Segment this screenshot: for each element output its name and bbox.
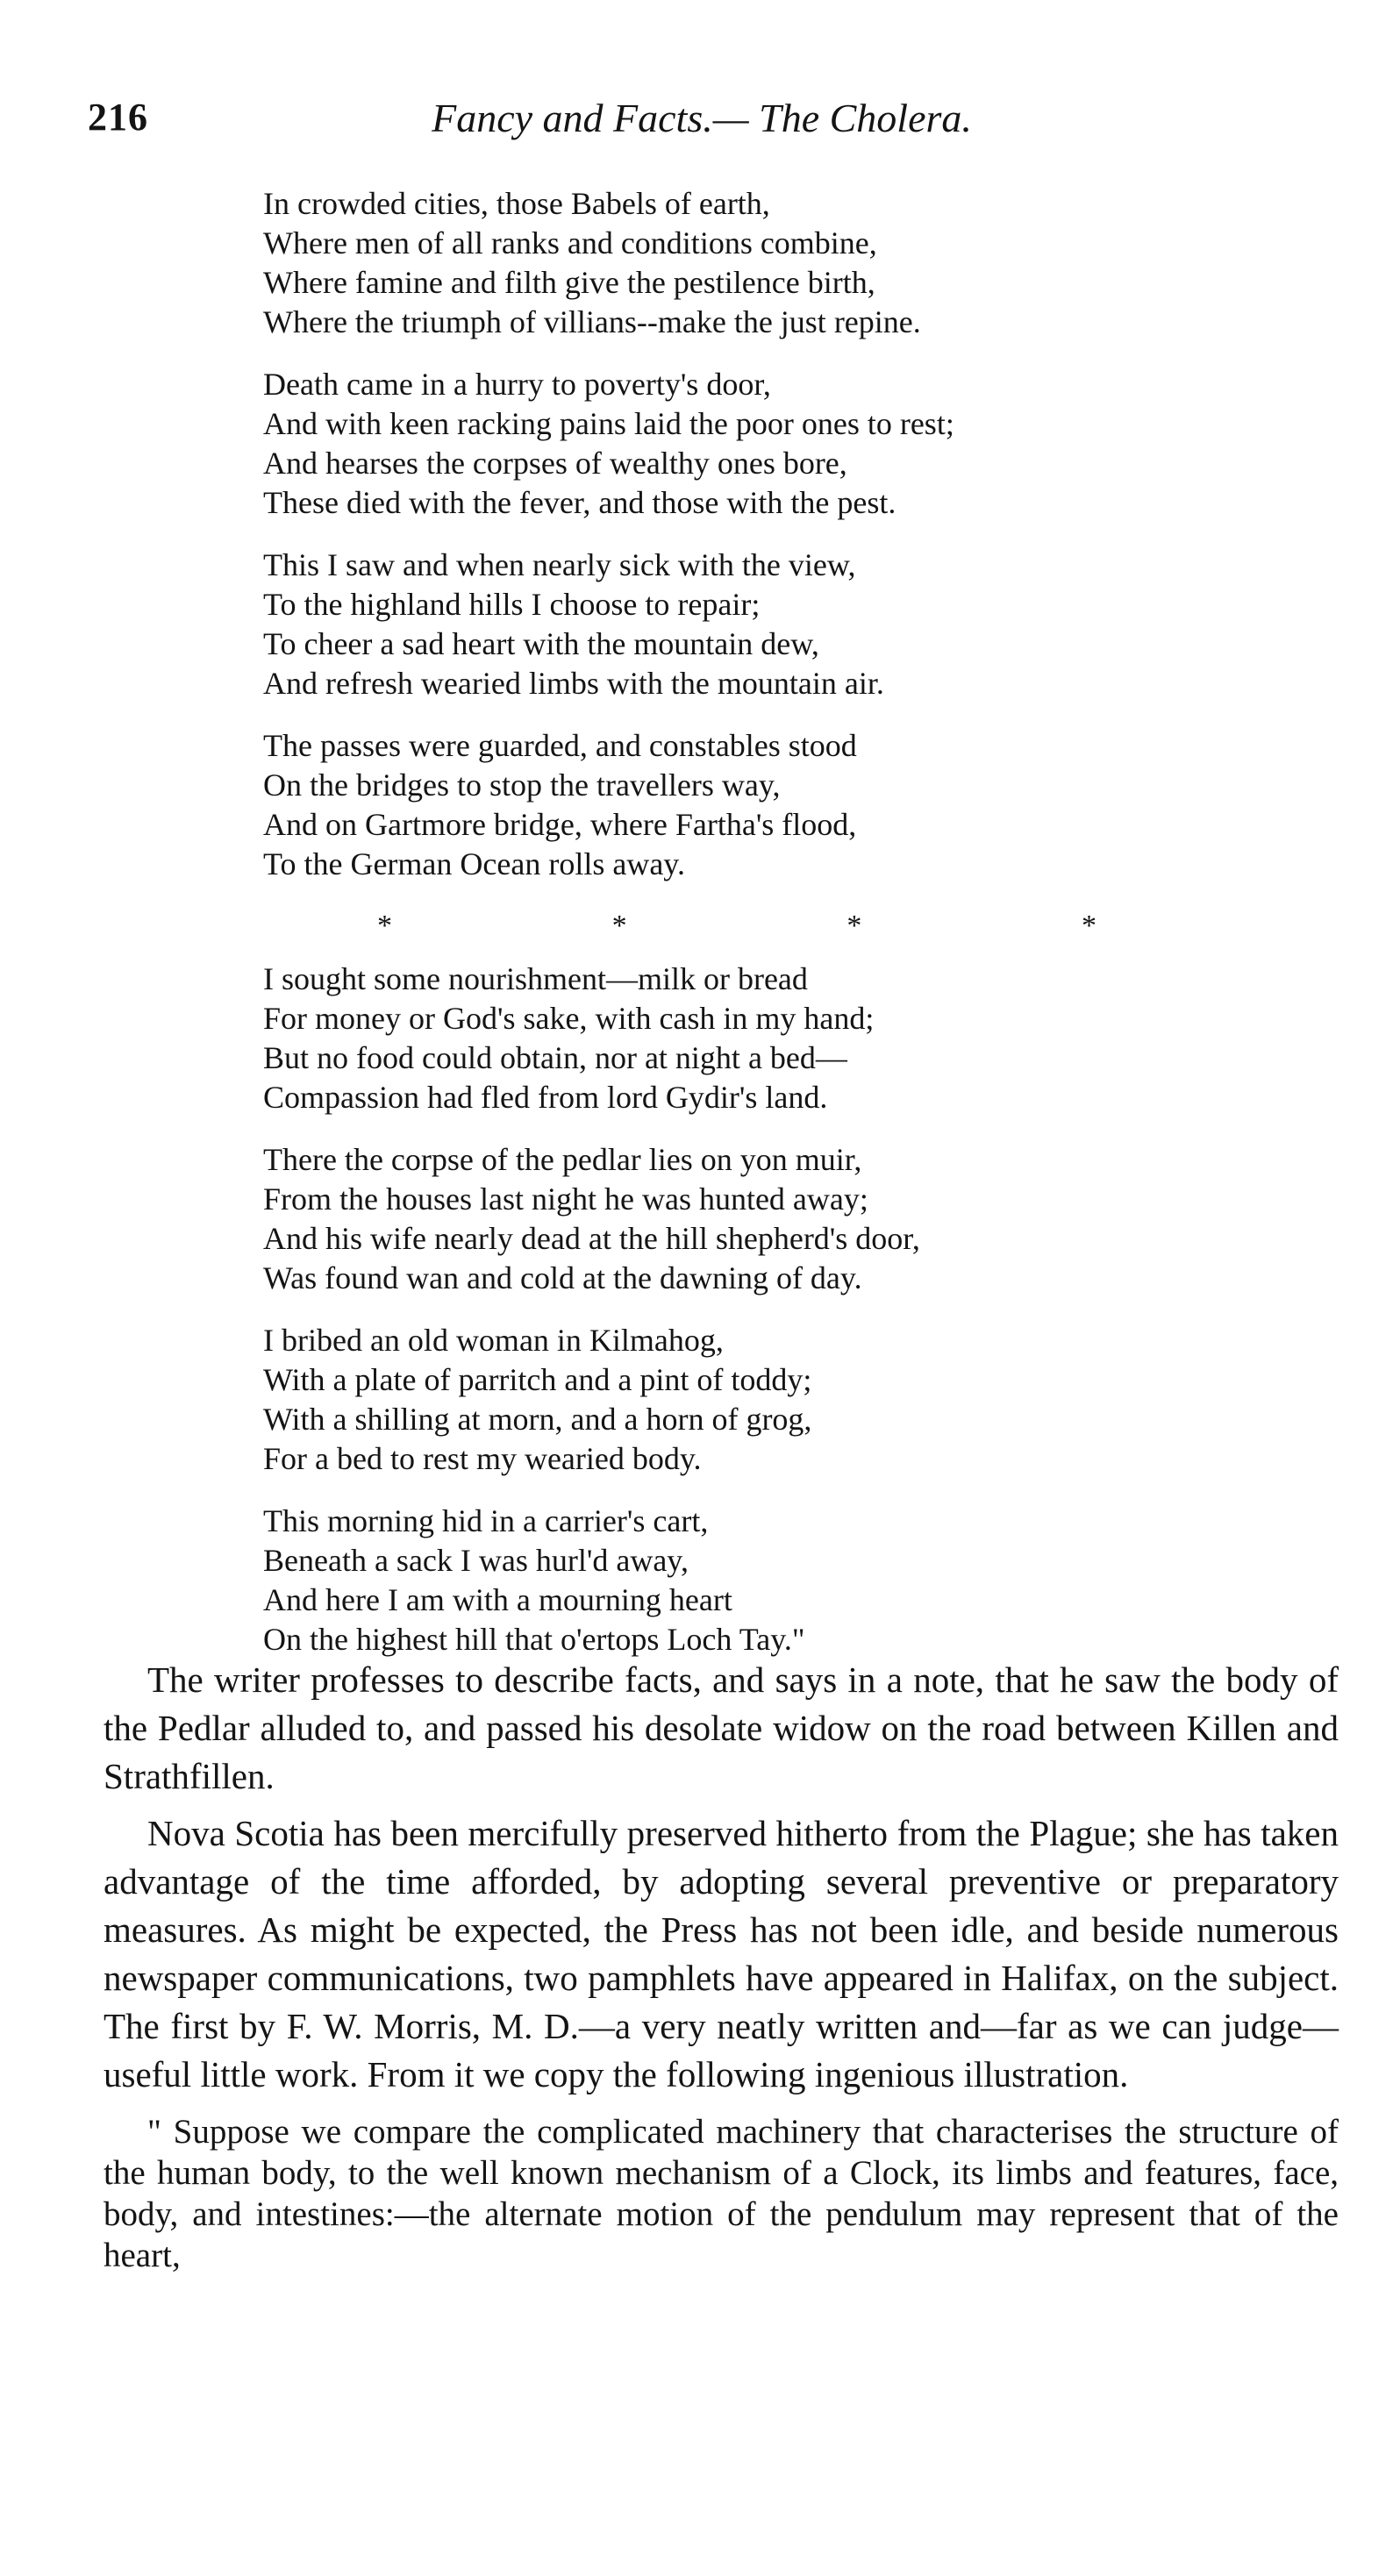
asterisk-mark: * [611, 910, 627, 942]
verse-line: The passes were guarded, and constables stood [263, 728, 857, 763]
stanza [263, 546, 1298, 703]
verse-line: Beneath a sack I was hurl'd away, [263, 1543, 689, 1578]
verse-line: These died with the fever, and those with the pest. [263, 485, 896, 520]
verse-line: To the German Ocean rolls away. [263, 846, 685, 881]
verse-line: But no food could obtain, nor at night a bed— [263, 1040, 847, 1075]
verse-line: With a plate of parritch and a pint of toddy; [263, 1362, 812, 1397]
verse-line: In crowded cities, those Babels of earth, [263, 186, 770, 221]
verse-line: On the bridges to stop the travellers way, [263, 767, 781, 803]
poem [263, 184, 1298, 1682]
verse-line: I bribed an old woman in Kilmahog, [263, 1323, 724, 1358]
verse-line: Where the triumph of villians--make the just repine. [263, 304, 921, 339]
stanza [263, 726, 1298, 884]
verse-line: To the highland hills I choose to repair; [263, 587, 761, 622]
running-title: Fancy and Facts.— The Cholera. [432, 96, 972, 140]
stanza [263, 960, 1298, 1117]
verse-line: And here I am with a mourning heart [263, 1582, 732, 1617]
stanza [263, 365, 1298, 523]
verse-line: And hearses the corpses of wealthy ones bore, [263, 446, 847, 481]
stanza [263, 184, 1298, 342]
verse-line: To cheer a sad heart with the mountain dew, [263, 626, 819, 661]
paragraph: Nova Scotia has been mercifully preserved hitherto from the Plague; she has taken advantage of the time afforded, by adopting several preventive or preparatory measures. As might be expected, the Press has not been idle, and beside numerous newspaper communications, two pamphlets have appeared in Halifax, on the subject. The first by F. W. Morris, M. D.—a very neatly written and—far as we can judge—useful little work. From it we copy the following ingenious illustration. [104, 1813, 1339, 2094]
verse-line: And on Gartmore bridge, where Fartha's flood, [263, 807, 857, 842]
poem-stanzas-before-break [263, 184, 1298, 884]
verse-line: This morning hid in a carrier's cart, [263, 1503, 709, 1538]
verse-line: For a bed to rest my wearied body. [263, 1441, 702, 1476]
asterisk-mark: * [1081, 910, 1096, 942]
verse-line: Was found wan and cold at the dawning of day. [263, 1260, 862, 1295]
section-break [377, 907, 1096, 945]
verse-line: Death came in a hurry to poverty's door, [263, 367, 771, 402]
page-number: 216 [88, 96, 148, 139]
verse-line: Compassion had fled from lord Gydir's land. [263, 1080, 828, 1115]
asterisk-mark: * [846, 910, 862, 942]
verse-line: And refresh wearied limbs with the mountain air. [263, 666, 884, 701]
prose-body [104, 1656, 1339, 2276]
paragraph: The writer professes to describe facts, and says in a note, that he saw the body of the Pedlar alluded to, and passed his desolate widow on the road between Killen and Strathfillen. [104, 1659, 1339, 1796]
verse-line: Where men of all ranks and conditions combine, [263, 225, 877, 260]
verse-line: And with keen racking pains laid the poor ones to rest; [263, 406, 954, 441]
verse-line: This I saw and when nearly sick with the view, [263, 547, 856, 582]
stanza [263, 1321, 1298, 1479]
verse-line: On the highest hill that o'ertops Loch Tay." [263, 1622, 805, 1657]
stanza [263, 1140, 1298, 1298]
asterisk-mark: * [377, 910, 392, 942]
stanza [263, 1502, 1298, 1659]
verse-line: For money or God's sake, with cash in my hand; [263, 1001, 875, 1036]
quoted-passage: " Suppose we compare the complicated machinery that characterises the structure of the human body, to the well known mechanism of a Clock, its limbs and features, face, body, and intestines:—the alternate motion of the pendulum may represent that of the heart, [104, 2113, 1339, 2274]
verse-line: There the corpse of the pedlar lies on yon muir, [263, 1142, 862, 1177]
verse-line: And his wife nearly dead at the hill shepherd's door, [263, 1221, 920, 1256]
page-header [88, 95, 1351, 147]
verse-line: From the houses last night he was hunted away; [263, 1181, 868, 1217]
verse-line: Where famine and filth give the pestilence birth, [263, 265, 875, 300]
verse-line: With a shilling at morn, and a horn of grog, [263, 1402, 812, 1437]
verse-line: I sought some nourishment—milk or bread [263, 961, 808, 996]
poem-stanzas-after-break [263, 960, 1298, 1659]
